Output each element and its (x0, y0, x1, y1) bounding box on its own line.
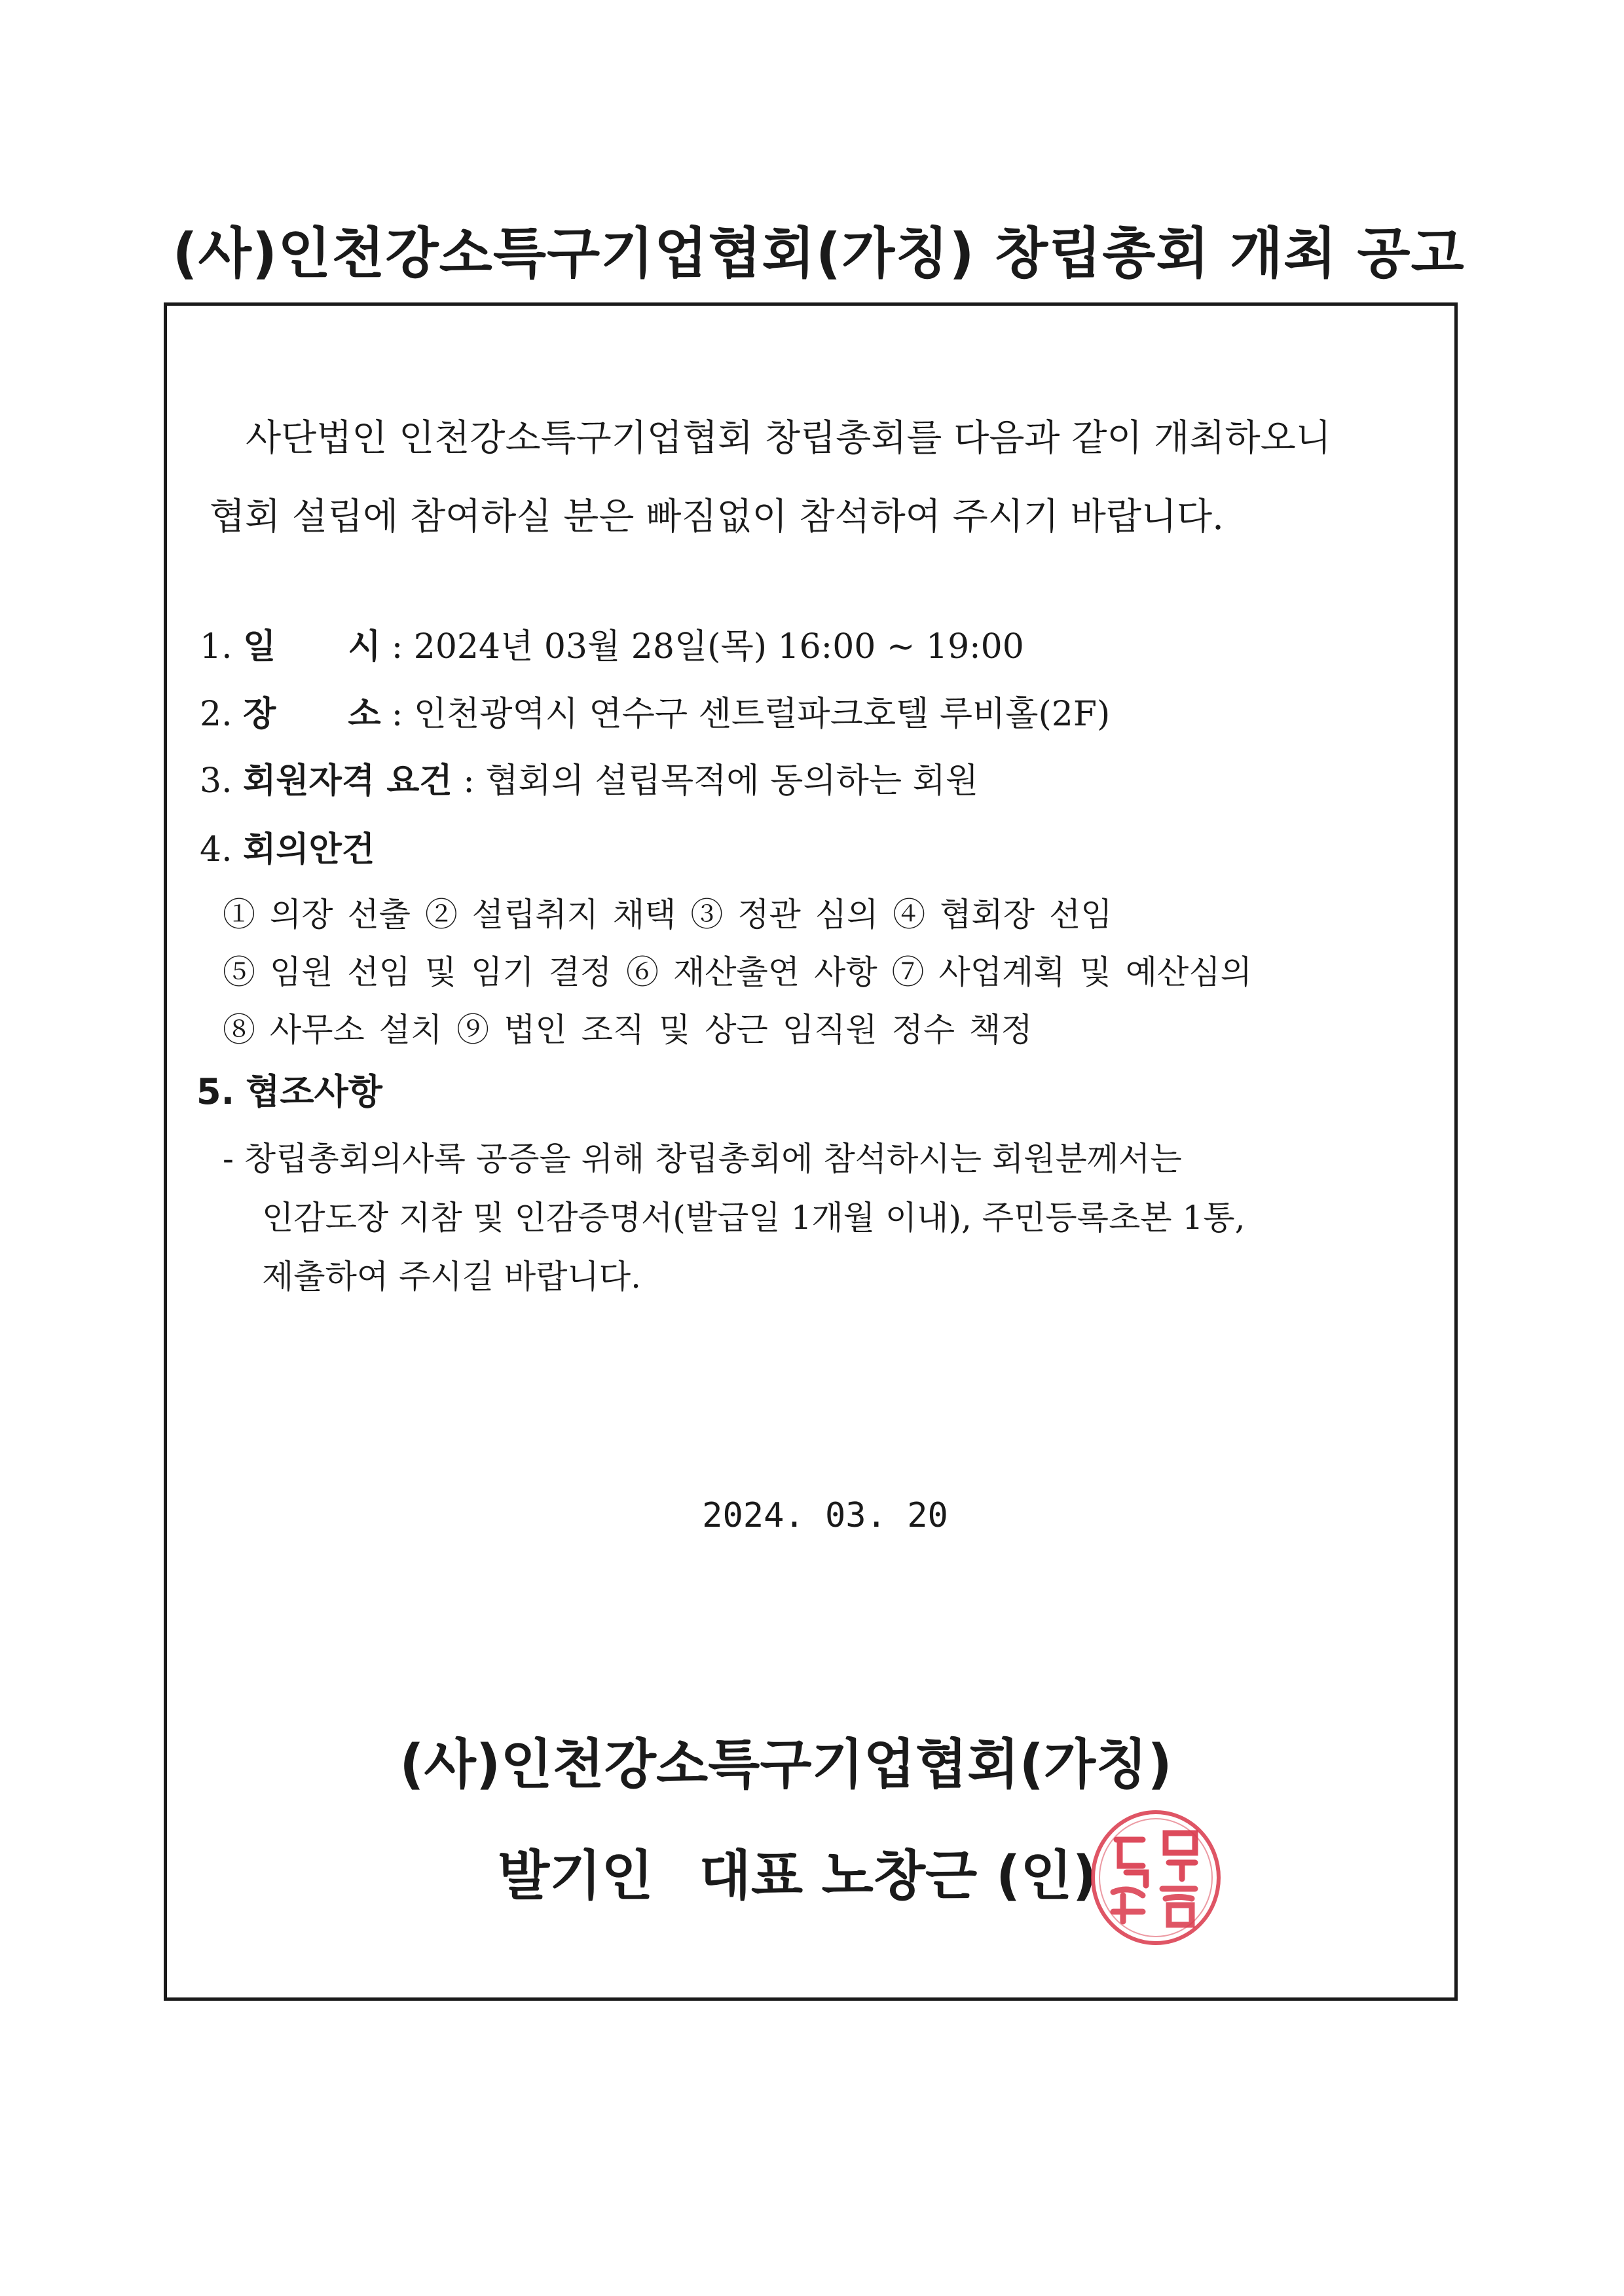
intro-line-1: 사단법인 인천강소특구기업협회 창립총회를 다음과 같이 개최하오니 (246, 417, 1331, 460)
intro-paragraph (210, 399, 1441, 556)
item-venue (200, 686, 1110, 735)
organization-name: (사)인천강소특구기업협회(가칭) (399, 1734, 1172, 1796)
note-line-3: 제출하여 주시길 바랍니다. (262, 1258, 641, 1296)
item-number: 2. (200, 695, 232, 734)
note-line-1: - 창립총회의사록 공증을 위해 창립총회에 참석하시는 회원분께서는 (223, 1140, 1182, 1178)
item-agenda-heading (200, 822, 375, 871)
seal-stamp-icon (1087, 1807, 1225, 1948)
item-value: 인천광역시 연수구 센트럴파크호텔 루비홀(2F) (413, 695, 1111, 734)
item-eligibility (200, 753, 978, 802)
signature-role: 발기인 (498, 1845, 654, 1907)
signature-mark: (인) (995, 1845, 1097, 1907)
signature-line (498, 1833, 1097, 1910)
agenda-line-2: ⑤ 임원 선임 및 임기 결정 ⑥ 재산출연 사항 ⑦ 사업계획 및 예산심의 (223, 953, 1252, 991)
notice-date: 2024. 03. 20 (702, 1496, 948, 1535)
item-number: 4. (200, 830, 232, 869)
item-label: 일 시 (243, 627, 381, 666)
item-value: 2024년 03월 28일(목) 16:00 ~ 19:00 (413, 627, 1024, 666)
item-number: 3. (200, 761, 232, 801)
item-separator: : (391, 695, 403, 734)
note-line-2: 인감도장 지참 및 인감증명서(발급일 1개월 이내), 주민등록초본 1통, (262, 1199, 1246, 1237)
item-label: 회의안건 (243, 830, 375, 869)
intro-line-2: 협회 설립에 참여하실 분은 빠짐없이 참석하여 주시기 바랍니다. (210, 496, 1224, 538)
item-value: 협회의 설립목적에 동의하는 회원 (485, 761, 979, 801)
page-title: (사)인천강소특구기업협회(가칭) 창립총회 개최 공고 (172, 221, 1465, 285)
section-label: 협조사항 (246, 1071, 382, 1112)
item-separator: : (391, 627, 403, 666)
item-separator: : (463, 761, 475, 801)
item-label: 장 소 (243, 695, 381, 734)
item-datetime (200, 619, 1024, 668)
signature-title: 대표 노창근 (699, 1845, 978, 1907)
agenda-line-1: ① 의장 선출 ② 설립취지 채택 ③ 정관 심의 ④ 협회장 선임 (223, 896, 1113, 934)
section-number: 5. (196, 1071, 235, 1112)
section-cooperation (196, 1064, 382, 1114)
item-number: 1. (200, 627, 232, 666)
item-label: 회원자격 요건 (243, 761, 452, 801)
agenda-line-3: ⑧ 사무소 설치 ⑨ 법인 조직 및 상근 임직원 정수 책정 (223, 1011, 1033, 1049)
